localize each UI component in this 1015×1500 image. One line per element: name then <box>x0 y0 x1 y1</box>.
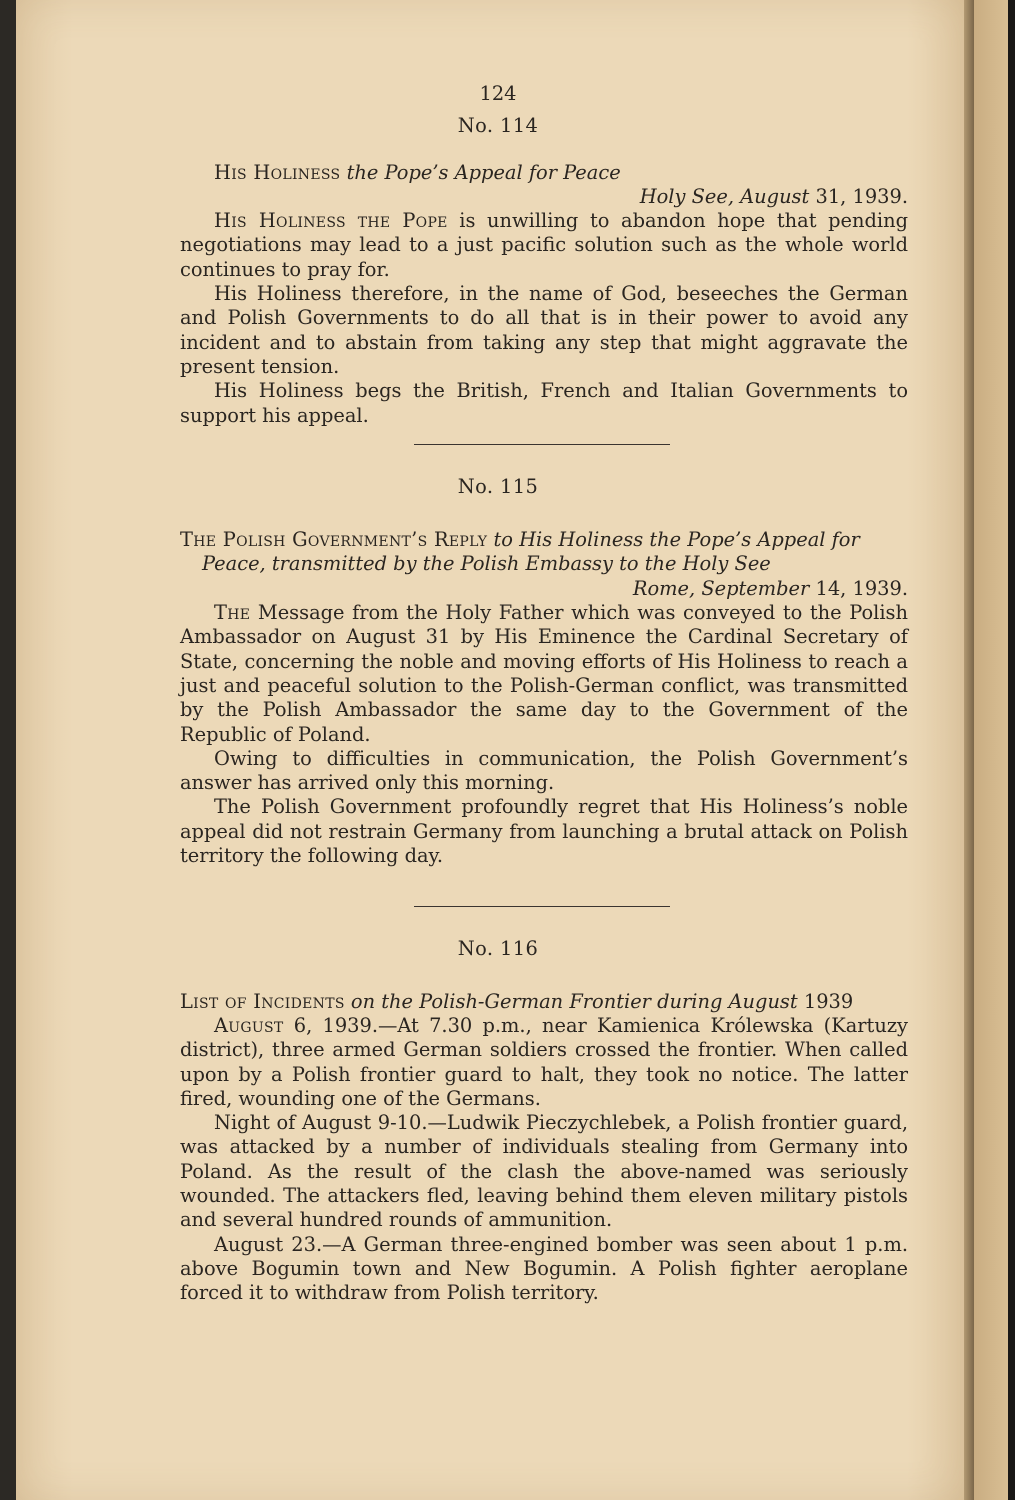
document-number: No. 114 <box>457 114 539 138</box>
title-italic: to His Holiness the Pope’s Appeal for Peace, transmitted by the Polish Embassy to the Holy See <box>202 528 860 576</box>
document-title <box>180 528 908 577</box>
section-divider <box>414 906 670 907</box>
paragraph: Owing to difficulties in communication, the Polish Government’s answer has arrived only this morning. <box>180 746 908 795</box>
page-gutter-edge <box>964 0 974 1500</box>
paragraph: His Holiness therefore, in the name of God, beseeches the German and Polish Governments to do all that is in their power to avoid any incident and to abstain from taking any step that might aggravate the present tension. <box>180 282 908 378</box>
document-dateline: Rome, September 14, 1939. <box>632 576 908 600</box>
title-italic: the Pope’s Appeal for Peace <box>346 160 621 184</box>
title-smallcaps: The Polish Government’s Reply <box>180 528 488 552</box>
page-text <box>180 82 908 1305</box>
document-dateline: Holy See, August 31, 1939. <box>639 184 908 208</box>
document-title: List of Incidents on the Polish-German Frontier during August 1939 <box>180 989 854 1013</box>
paragraph: The Polish Government profoundly regret that His Holiness’s noble appeal did not restrain Germany from launching a brutal attack on Polish territory the following day. <box>180 795 908 868</box>
document-title <box>180 161 908 185</box>
paragraph: August 23.—A German three-engined bomber was seen about 1 p.m. above Bogumin town and New Bogumin. A Polish fighter aeroplane forced it to withdraw from Polish territory. <box>180 1232 908 1305</box>
document-number: No. 115 <box>457 474 539 498</box>
document-number: No. 116 <box>457 937 539 961</box>
adjacent-page-edge <box>974 0 1015 1500</box>
title-smallcaps: His Holiness <box>214 160 341 184</box>
title-smallcaps: List of Incidents <box>180 989 345 1013</box>
paragraph: Night of August 9-10.—Ludwik Pieczychlebek, a Polish frontier guard, was attacked by a number of individuals stealing from Germany into Poland. As the result of the clash the above-named was seriously wounded. The attackers fled, leaving behind them eleven military pistols and several hundred rounds of ammunition. <box>180 1111 908 1232</box>
section-divider <box>414 444 670 445</box>
paragraph: His Holiness begs the British, French and Italian Governments to support his appeal. <box>180 379 908 427</box>
paragraph: August 6, 1939.—At 7.30 p.m., near Kamienica Królewska (Kartuzy district), three armed German soldiers crossed the frontier. When called upon by a Polish frontier guard to halt, they took no notice. The latter fired, wounding one of the Germans. <box>180 1013 908 1110</box>
paragraph: His Holiness the Pope is unwilling to abandon hope that pending negotiations may lead to a just pacific solution such as the whole world continues to pray for. <box>180 209 908 281</box>
page-number: 124 <box>479 82 517 105</box>
paragraph: The Message from the Holy Father which was conveyed to the Polish Ambassador on August 31 by His Eminence the Cardinal Secretary of State, concerning the noble and moving efforts of His Holiness to reach a just and peaceful solution to the Polish-German conflict, was transmitted by the Polish Ambassador the same day to the Government of the Republic of Poland. <box>180 601 908 746</box>
title-italic: on the Polish-German Frontier during August <box>350 989 798 1013</box>
